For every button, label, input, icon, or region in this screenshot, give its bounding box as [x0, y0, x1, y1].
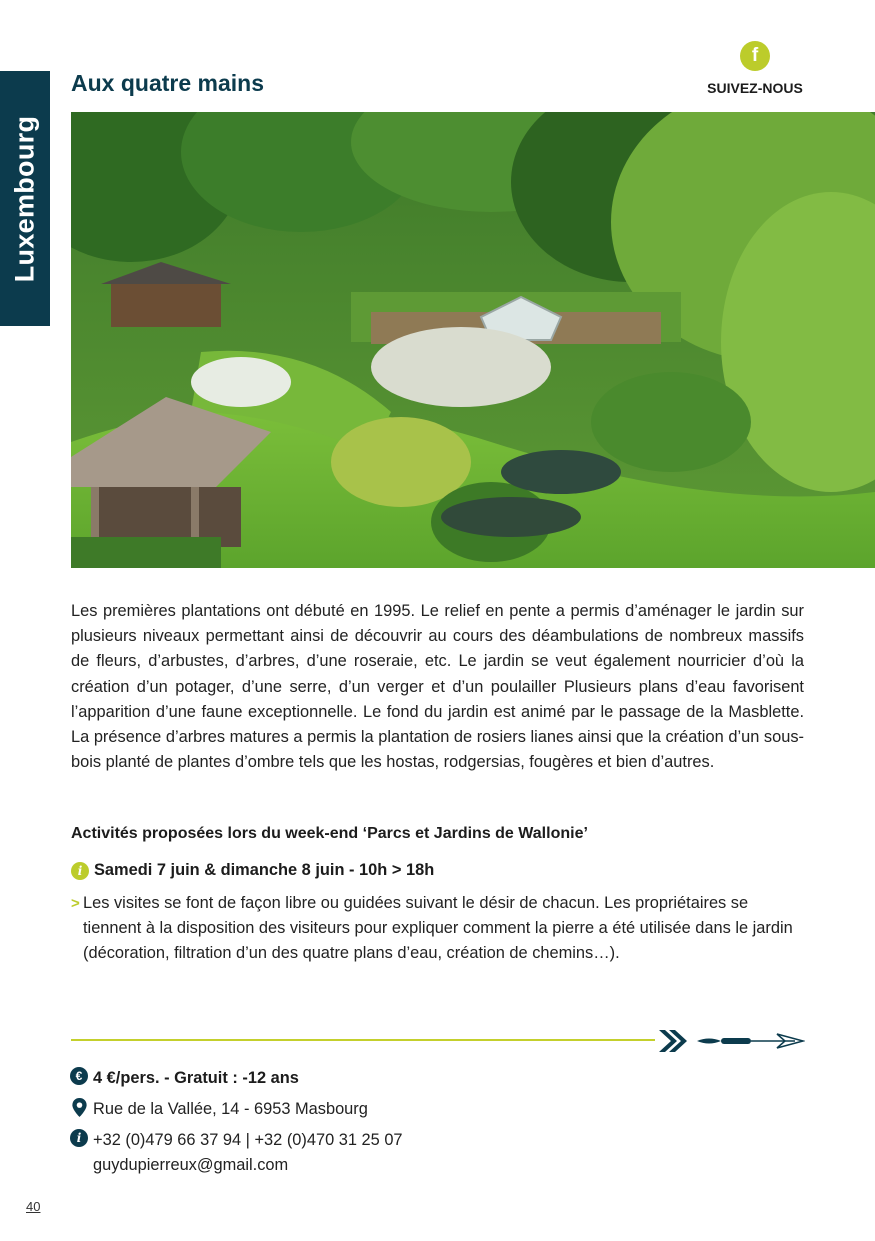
info-circle-icon: i — [70, 1129, 88, 1147]
section-divider — [71, 1039, 655, 1041]
arrow-ornament-icon — [657, 1026, 805, 1056]
event-date-row — [71, 861, 434, 880]
contact-row — [70, 1128, 403, 1178]
page-number: 40 — [26, 1199, 41, 1214]
price-text: 4 €/pers. - Gratuit : -12 ans — [93, 1069, 299, 1087]
visit-description: Les visites se font de façon libre ou guidées suivant le désir de chacun. Les propriétaires se tiennent à la disposition des visiteurs pour expliquer comment la pierre a été utilisée dans le jardin (décoration, filtration d’un des quatre plans d’eau, création de chemins…). — [83, 894, 793, 963]
email-link[interactable]: guydupierreux@gmail.com — [93, 1156, 289, 1174]
region-tab-label: Luxembourg — [9, 115, 40, 282]
garden-photo — [71, 112, 875, 568]
page-title: Aux quatre mains — [71, 70, 264, 96]
location-pin-icon — [70, 1098, 89, 1117]
intro-paragraph: Les premières plantations ont débuté en 1995. Le relief en pente a permis d’aménager le jardin sur plusieurs niveaux permettant ainsi de découvrir au cours des déambulations de nombreux massifs de fleurs, d’arbustes, d’arbres, d’une roseraie, etc. Le jardin se veut également nourricier d’où la création d’un potager, d’une serre, d’un verger et d’un poulailler Plusieurs plans d’eau favorisent l’apparition d’une faune exceptionnelle. Le fond du jardin est animé par le passage de la Masblette. La présence d’arbres matures a permis la plantation de rosiers lianes ainsi que la création d’un sous-bois planté de plantes d’ombre tels que les hostas, rodgersias, fougères et bien d’autres. — [71, 602, 804, 772]
follow-us-label: SUIVEZ-NOUS — [707, 80, 803, 96]
euro-icon: € — [70, 1067, 88, 1085]
facebook-icon[interactable]: f — [740, 41, 770, 71]
info-icon: i — [71, 862, 89, 880]
follow-us-link[interactable] — [700, 41, 810, 96]
address-text: Rue de la Vallée, 14 - 6953 Masbourg — [93, 1100, 368, 1118]
event-date: Samedi 7 juin & dimanche 8 juin - 10h > 18h — [94, 861, 435, 879]
activities-heading: Activités proposées lors du week-end ‘Parcs et Jardins de Wallonie’ — [71, 825, 588, 842]
price-row — [70, 1066, 299, 1091]
address-row — [70, 1097, 368, 1122]
phone-text[interactable]: +32 (0)479 66 37 94 | +32 (0)470 31 25 07 — [93, 1131, 403, 1149]
bullet-chevron-icon: > — [71, 895, 80, 912]
region-tab — [0, 71, 50, 326]
